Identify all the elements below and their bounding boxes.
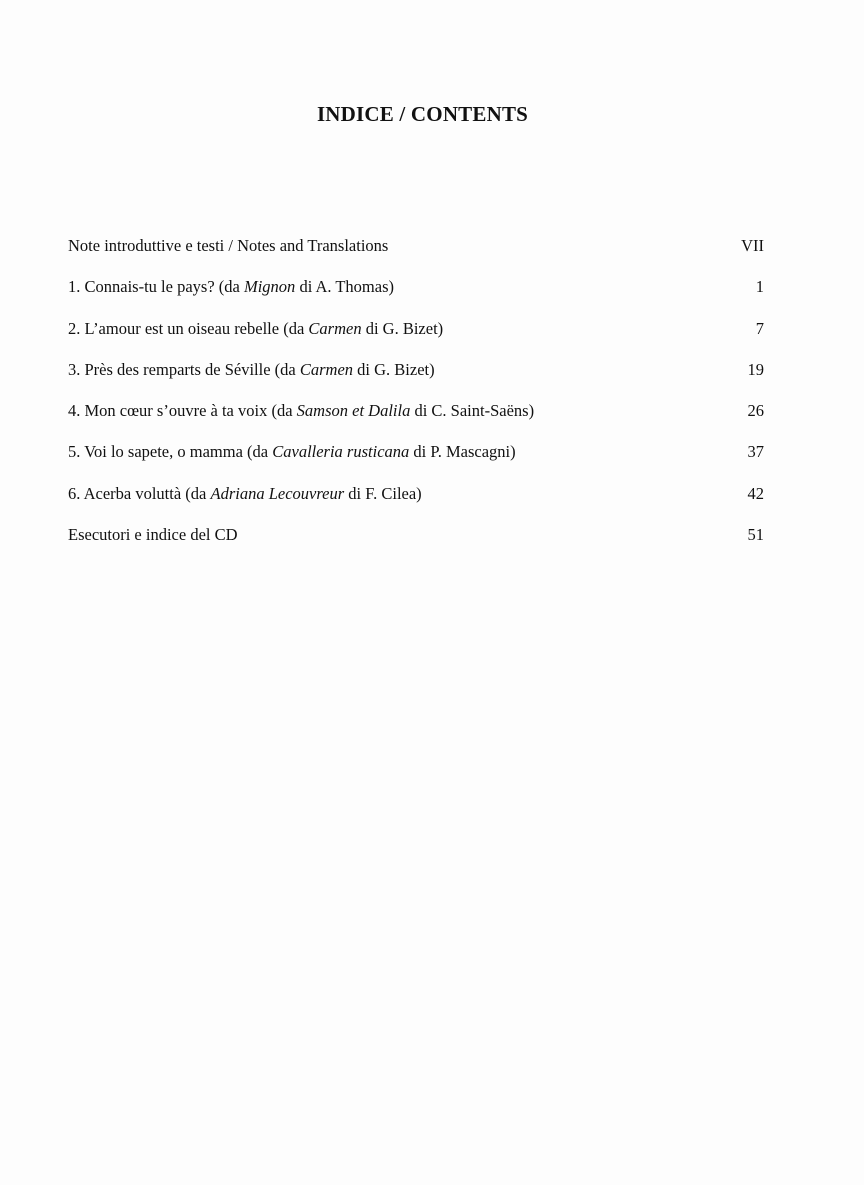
table-of-contents (68, 236, 764, 566)
opera-title: Cavalleria rusticana (272, 442, 410, 462)
page-number: 37 (747, 442, 764, 462)
opera-title: Carmen (308, 318, 362, 338)
toc-entry-2[interactable] (68, 319, 764, 360)
entry-label: Esecutori e indice del CD (68, 525, 238, 545)
entry-label: 1. Connais-tu le pays? (da Mignon di A. Thomas) (68, 277, 395, 297)
page-number: 26 (747, 401, 764, 421)
page-number: 19 (747, 359, 764, 379)
page-number: 42 (747, 483, 764, 503)
opera-title: Mignon (243, 277, 296, 297)
entry-label: 6. Acerba voluttà (da Adriana Lecouvreur di F. Cilea) (68, 483, 422, 503)
page-number: 51 (747, 525, 764, 545)
toc-entry-3[interactable] (68, 360, 764, 401)
opera-title: Samson et Dalila (296, 401, 411, 421)
page-number: 1 (755, 277, 764, 297)
entry-label: Note introduttive e testi / Notes and Translations (68, 236, 389, 255)
entry-label: 4. Mon cœur s’ouvre à ta voix (da Samson et Dalila di C. Saint-Saëns) (68, 401, 535, 421)
toc-entry-notes[interactable] (68, 236, 764, 277)
page-number: 7 (755, 318, 764, 338)
entry-label: 5. Voi lo sapete, o mamma (da Cavalleria rusticana di P. Mascagni) (68, 442, 516, 462)
page-title: INDICE / CONTENTS (316, 102, 529, 126)
entry-label: 2. L’amour est un oiseau rebelle (da Carmen di G. Bizet) (68, 318, 444, 338)
entry-label: 3. Près des remparts de Séville (da Carmen di G. Bizet) (68, 359, 435, 379)
toc-entry-cd[interactable] (68, 525, 764, 566)
toc-entry-1[interactable] (68, 277, 764, 318)
toc-entry-6[interactable] (68, 484, 764, 525)
page-number: VII (741, 236, 764, 255)
toc-entry-4[interactable] (68, 401, 764, 442)
opera-title: Adriana Lecouvreur (210, 483, 345, 503)
opera-title: Carmen (299, 359, 354, 379)
toc-entry-5[interactable] (68, 442, 764, 483)
